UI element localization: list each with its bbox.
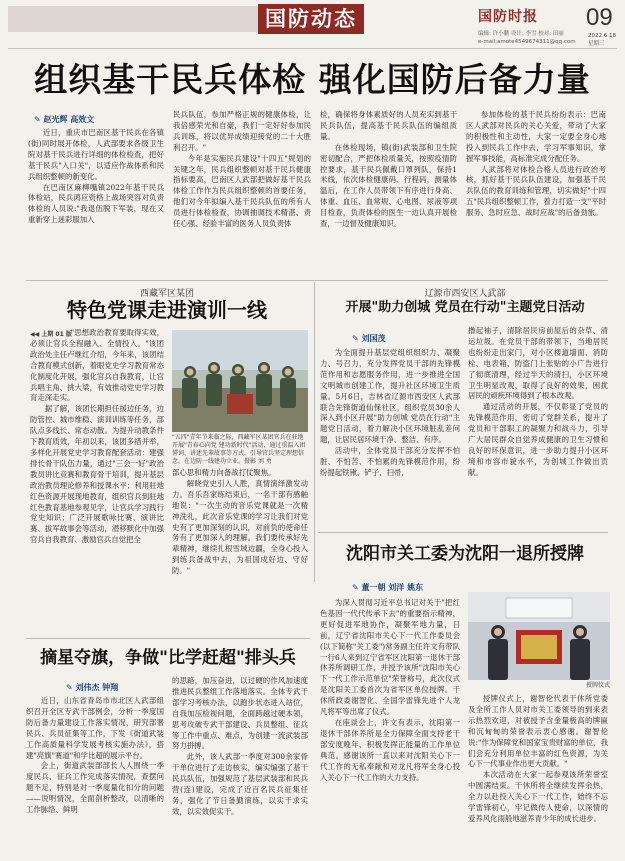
article4-paragraph: 为全面提升基层党组织组织力、凝聚力、号召力，充分发挥党员干部的先锋模范作用和志愿服务作用，进一步推进全国文明城市创建工作，提升社区环境卫生质量。5月6日，吉林省辽源市西安区人武部联合先锋街道仙保社区，组织党员30余人深入到小区开展"助力创城 党员在行动"主题党日活动，着力解决小区环境脏乱差问题，让居民居环境干净、整洁、有序。 [320, 348, 460, 445]
lead-byline [34, 114, 94, 125]
article2-paragraph: 部心思和精力向备战打仗聚焦。 [172, 468, 276, 477]
article5-byline-text: 董一朝 刘洋 姚东 [361, 583, 424, 592]
lead-paragraph: 人武部将对体检合格人员进行政治考核，抓好基干民兵队伍建设，加强基干民兵队伍的教育训练和管理，切实做好"十四五"民兵组织整顿工作，着力打造一支"平时服务、急时应急、战时应战"的后备劲旅。 [466, 164, 606, 218]
weekday-text: 星期三 [588, 41, 605, 47]
article4-title: 开展"助力创城 党员在行动"主题党日活动 [345, 300, 585, 315]
article2-title: 特色党课走进演训一线 [67, 298, 267, 322]
pen-icon: ✎ [352, 334, 362, 343]
lead-paragraph: 在体检现场，镇(街)武装部和卫生院密切配合，严把体检质量关，按照疫情防控要求，基干民兵佩戴口罩列队，保持1米线，依次体检健康码、行程码，测量体温后，在工作人员带领下有序进行身高、体重、血压、血常规、心电图、尿液等项目检查，负责体检的医生一边认真开展检查，一边督及健康知识。 [320, 142, 457, 229]
article5-title: 沈阳市关工委为沈阳一退所授牌 [346, 544, 584, 564]
date-text: 2022.6.18 [588, 33, 616, 39]
article4-column-1 [320, 348, 460, 479]
article4-byline [352, 333, 386, 344]
soldiers-singing-photo [172, 330, 308, 432]
article5-column-1 [320, 598, 460, 783]
editor-line: 编辑: 许小鹏 设计: 李雪 校对: 田丽 [478, 31, 564, 37]
lead-paragraph: 民兵队伍，参加严格正规的健康体检，让我倍感荣光和自豪，我们一定好好参加民兵训练，将以优异成绩迎接党的二十大胜利召开。" [173, 110, 311, 152]
article5-photo-caption: 授牌仪式 [585, 682, 610, 689]
issue-date [588, 32, 616, 48]
article3-byline-text: 刘伟杰 钟翔 [75, 683, 119, 692]
article3-byline [66, 682, 118, 693]
pen-icon: ✎ [34, 115, 44, 124]
article2-paragraph: "思想政治教育要取得实效，必须让官兵全程融入、全情投入。"该团政治处主任卢继红介绍，今年来，该团结合教育模式创新，着眼党史学习教育常态化制度化开展，强化官兵自我教育，让官兵唱主角、挑大梁，有效推动党史学习教育走深走实。 [30, 328, 164, 403]
masthead [0, 0, 625, 50]
lead-paragraph: 检，确保将身体素质好的人员充实到基干民兵队伍，提高基干民兵队伍的编组质量。 [320, 110, 457, 141]
pen-icon: ✎ [66, 683, 76, 692]
article5-byline [352, 582, 423, 593]
article2-paragraph: 解晓党史引入人胜，真情演绎激发动力。吾乐吾家练结束后，一名干部有感触地说："一次生动的音乐党课就是一次精神洗礼，此次音乐党课的学习让我们对党史有了更加深刻的认识，对前负的使命任务有了更加深入的理解。我们要传承好先辈精神，继续扎根雪域边疆，全身心投入到练兵备战中去，为祖国戍好边、守好防。" [172, 478, 308, 576]
lead-paragraph: 今年是实施民兵建设"十四五"规划的关键之年，民兵组织整顿对基干民兵健康指标要高，巴南区人武部把做好基干民兵体检工作作为民兵组织整顿的首要任务，他们对今年拟编入基干民兵队伍的所有人员进行体检检查，协调抽调技术精湛、责任心强、经验丰富的医务人员负责体 [173, 153, 311, 229]
article3-paragraph: 会上，街道武装部部长人人围绕一季度民兵、征兵工作完成落实情况，查摆问题不足，特别是对一季度量化扣分的问题——说明情况，全面剖析整改，以清晰的工作脉络、鲜明 [26, 761, 164, 815]
article5-paragraph: 为深入贯彻习近平总书记对关于"把红色基因一代代传承下去"的重要指示精神，更好促进军地协作，凝聚军地力量，日前，辽宁省沈阳市关心下一代工作委员会(以下简称"关工委")常务副主任许文有带队一行6人来到辽宁省军区沈阳第一退休干部休养所调研工作，并授予该所"沈阳市关心下一代工作示范单位"荣誉称号，此次仪式是沈阳关工委首次为省军区单位授牌。干休所政委谢智化、全国学雷锋先进个人龙凡将军等出席了仪式。 [320, 598, 460, 717]
newspaper-logo: 国防时报 [478, 9, 538, 25]
article4-column-2 [468, 326, 608, 479]
lead-paragraph: 在巴南区麻柳嘴镇2022年基干民兵体检站，民兵鸿应资格上战场突容对负责体检的人员说:"我退伍脱下军装，现在又重新穿上迷彩服加入 [28, 182, 164, 225]
section-divider [26, 280, 608, 281]
article4-paragraph: 活动中，全体党员干部充分发挥不怕脏、不怕苦、不怕累的先锋模范作用，纷纷提起铁锹、铲子、扫帚， [320, 446, 460, 477]
column-divider [314, 282, 315, 582]
page-number: 09 [586, 4, 613, 31]
article5-paragraph: 授牌仪式上，谢智伦代表干休所党委及全所工作人员对市关工委领导的到来表示热烈欢迎，对被授予含金量极高的牌匾和沉甸甸的荣誉表示衷心感谢。谢智伦说:"作为保障党和国家宝贵财富的单位，我们会充分利用单位丰富的红色资源，为关心下一代事业作出更大贡献。" [468, 694, 608, 769]
pen-icon: ✎ [352, 583, 362, 592]
article2-photo [172, 330, 308, 432]
article3-column-1 [26, 696, 164, 816]
email-line: e-mail:amote4549674311@qq.com [478, 39, 576, 45]
article3-column-2 [172, 676, 308, 818]
lead-byline-text: 赵光辉 高效文 [43, 115, 95, 124]
article3-paragraph: 近日，山东省青岛市市北区人武部组织召开全区专武干部例会，分析一季度国防后备力量建设工作落实情况，研究部署民兵、兵员征集等工作，下发《街道武装工作高质量科学发展考核实施办法》，搭建"亮旗"赛道"和学比超的展示平台。 [26, 696, 164, 760]
article2-byline-text: 上期 01 版 [41, 331, 72, 338]
section-divider [26, 638, 310, 639]
lead-paragraph: 近日，重庆市巴南区基干民兵在各镇(街)同时展开体检，人武部要求各级卫生院对基干民兵进行详细的体检检查，把好基干民兵"入口关"，以适应作战体系和民兵组织整顿的新变化。 [28, 128, 164, 181]
article2-column-1 [30, 328, 164, 546]
lead-paragraph: 参加体检的基干民兵纷纷表示：巴南区人武部对民兵的关心关爱，带动了大家的积极性和主动性，大家一定要全身心地投入到民兵工作中去，学习军事知识，掌握军事技能，高标准完成分配任务。 [466, 110, 606, 163]
article4-paragraph: 通过活动的开展，不仅彰显了党员的先锋模范作用，密切了党群关系，提升了党员和干部职工的凝聚力和战斗力，引导广大居民群众自觉养成健康的卫生习惯和良好的环保意识，进一步助力提升小区环境和市容市貌水平，为创城工作做出贡献。 [468, 402, 608, 477]
article5-column-2 [468, 694, 608, 825]
editor-meta [478, 30, 588, 46]
article5-paragraph: 在座谈会上，许文有表示，沈阳第一退休干部休养所是全力保障全面支持老干部安度晚年、积极发挥正能量的工作单位典范。感谢该所一直以来对沈阳关心下一代工作的无私奉献和对龙凡将军全身心投入关心下一代工作的大力支持。 [320, 717, 460, 782]
lead-column-3 [320, 110, 457, 230]
lead-column-2 [173, 110, 311, 230]
article2-column-2 [172, 468, 308, 577]
article3-title: 摘星夺旗，争做"比学赶超"排头兵 [40, 648, 296, 668]
article2-kicker: 西藏军区某团 [139, 289, 194, 299]
masthead-rule [8, 48, 617, 49]
article5-photo [468, 592, 610, 680]
article4-kicker: 辽源市西安区人武部 [424, 289, 506, 299]
lead-column-4 [466, 110, 606, 219]
article4-paragraph: 撸起袖子，清除居民房前屋后的杂草、清运垃圾。在党员干部的带领下，当地居民也纷纷走出家门，对小区楼道墙面、消防栓、电表箱、防盗门上张贴的小广告进行了彻底清理，经过半天的清扫，小区环境卫生明显改观，取得了良好的效果，困扰居民的顽疾环境得到了根本改观。 [468, 326, 608, 401]
plaque-ceremony-photo [468, 592, 610, 680]
lead-headline: 组织基干民兵体检 强化国防后备力量 [34, 60, 591, 99]
arrow-icon: ◀◀ [30, 331, 42, 338]
article4-byline-text: 刘国茂 [361, 334, 386, 343]
article5-paragraph: 本次活动在大家一起参观该所荣誉室中圆满结束。干休所将全继续发挥余热，全力以赴投入关心下一代工作，始终不忘学雷锋初心，牢记做传人使命，以深情的爱养风化雨般地滋养青少年的成长进步。 [468, 770, 608, 823]
article3-paragraph: 此外，该人武部一季度对300余家骨干单位进行了走访核实，编实编强了基干民兵队伍，加强规范了基层武装部和民兵营(连)建设，完成了近百名民兵征集任务，强化了节日备勤演练，以实干求实效，以实效促实干。 [172, 752, 308, 816]
article2-paragraph: 据了解，该团长期担任援边任务，边防管控、城市维稳、演训训练等任务，部队点多线长、常态动散。为提升动教条件下教育质效，年初以来，该团多措并举，多样化开展党史学习教育配套活动：建强排长骨干队伍力量，通过"三会一好"政治教员讲比竞赛和教育骨干培训，提升基层政治教员理论修养和授课水平；利用驻地红色资源开展现地教育，组织官兵到驻地红色教育基地参观见学，让官兵学习践行党史知识；广泛开展歌咏比赛、演讲比赛、拔军故事会等活动，潜移默化中加强官兵自我教育、激励官兵自觉把全 [30, 404, 164, 545]
article2-photo-caption: "五四"青年节来临之际，西藏军区某团官兵在驻地开展"青春心向党 建功新时代"活动，通过重温入团誓词、讲述先辈故事等方式，引导官兵坚定理想信念，在边防一线建功立业。摄影 刘 勇 [172, 434, 306, 465]
article3-paragraph: 的思路，加压奋进，以过硬的作风加速度推进民兵整组工作落地落实。全体专武干部学习考核办法，以跑步状态进入站位，自我加压检视问题，全面跨越过硬本领，思考攻破专武干部建设、兵员整组、征兵等工作中重点、难点，为创建一流武装部努力拼搏。 [172, 676, 308, 751]
section-divider [318, 532, 608, 533]
masthead-bar [8, 6, 258, 32]
section-title: 国防动态 [258, 4, 364, 34]
lead-column-1 [28, 128, 164, 226]
